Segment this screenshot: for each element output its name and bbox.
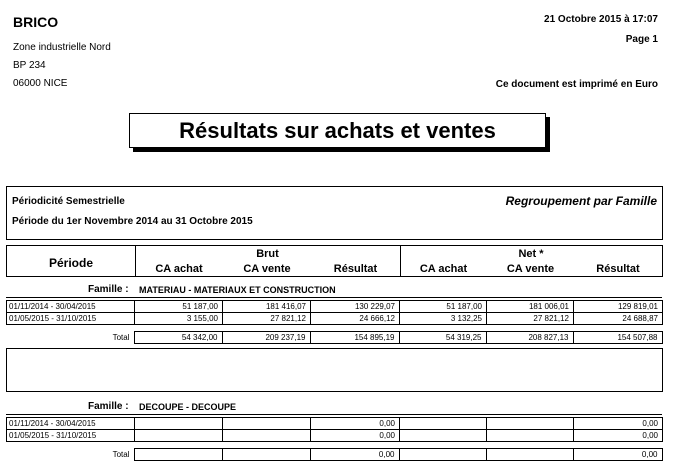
total-value: [134, 449, 222, 461]
table-row: [7, 301, 663, 313]
header-net: Net *: [518, 248, 544, 260]
company-name: BRICO: [13, 14, 59, 30]
header-ca-vente-net: CA vente: [506, 263, 555, 275]
total-value: 54 342,00: [134, 332, 222, 344]
cell-value: 24 688,87: [574, 313, 663, 325]
total-value: 0,00: [573, 449, 662, 461]
cell-value: 181 006,01: [487, 301, 574, 313]
total-value: 208 827,13: [486, 332, 573, 344]
famille-name: DECOUPE - DECOUPE: [139, 402, 237, 412]
cell-value: 3 132,25: [400, 313, 487, 325]
cell-value: 27 821,12: [487, 313, 574, 325]
total-label: Total: [6, 332, 134, 344]
cell-value: 3 155,00: [135, 313, 223, 325]
table-row: [7, 430, 663, 442]
cell-value: 181 416,07: [223, 301, 311, 313]
table-header: [6, 245, 663, 277]
header-brut: Brut: [256, 248, 279, 260]
cell-periode: 01/11/2014 - 30/04/2015: [7, 418, 135, 430]
address-line-2: BP 234: [13, 60, 46, 71]
total-value: [486, 449, 573, 461]
regroupement-label: Regroupement par Famille: [505, 194, 657, 208]
table-row: [7, 313, 663, 325]
cell-value: 0,00: [311, 418, 400, 430]
header-resultat-net: Résultat: [596, 263, 640, 275]
cell-value: [135, 418, 223, 430]
header-ca-vente-brut: CA vente: [243, 263, 291, 275]
cell-value: 0,00: [311, 430, 400, 442]
section-total-table: [6, 331, 663, 344]
cell-value: [400, 430, 487, 442]
header-resultat-brut: Résultat: [333, 263, 378, 275]
cell-value: 51 187,00: [400, 301, 487, 313]
report-info-box: [6, 186, 663, 240]
total-value: [222, 449, 310, 461]
total-label: Total: [6, 449, 134, 461]
cell-value: 24 666,12: [311, 313, 400, 325]
section-table: [6, 417, 663, 442]
total-value: 0,00: [310, 449, 399, 461]
table-row: [7, 418, 663, 430]
cell-value: [487, 430, 574, 442]
cell-value: [223, 418, 311, 430]
total-value: 154 507,88: [573, 332, 662, 344]
header-ca-achat-brut: CA achat: [155, 263, 203, 275]
cell-value: [135, 430, 223, 442]
cell-value: [400, 418, 487, 430]
cell-value: 0,00: [574, 430, 663, 442]
cell-value: 129 819,01: [574, 301, 663, 313]
total-row: [6, 449, 662, 461]
total-value: 54 319,25: [399, 332, 486, 344]
currency-note: Ce document est imprimé en Euro: [495, 79, 658, 90]
famille-label: Famille :: [88, 284, 129, 295]
cell-value: 51 187,00: [135, 301, 223, 313]
section-spacer: [6, 348, 663, 392]
cell-value: 0,00: [574, 418, 663, 430]
cell-value: 27 821,12: [223, 313, 311, 325]
page-number: Page 1: [625, 34, 658, 45]
cell-value: [487, 418, 574, 430]
total-value: 154 895,19: [310, 332, 399, 344]
periodicite-label: Périodicité Semestrielle: [12, 196, 125, 207]
section-total-table: [6, 448, 663, 461]
total-row: [6, 332, 662, 344]
section-table: [6, 300, 663, 325]
print-date: 21 Octobre 2015 à 17:07: [544, 14, 658, 25]
cell-value: 130 229,07: [311, 301, 400, 313]
cell-periode: 01/05/2015 - 31/10/2015: [7, 430, 135, 442]
periode-range: Période du 1er Novembre 2014 au 31 Octobre 2015: [12, 216, 253, 227]
address-line-3: 06000 NICE: [13, 78, 68, 89]
header-periode: Période: [48, 256, 93, 270]
total-value: 209 237,19: [222, 332, 310, 344]
header-ca-achat-net: CA achat: [419, 263, 468, 275]
cell-value: [223, 430, 311, 442]
famille-name: MATERIAU - MATERIAUX ET CONSTRUCTION: [139, 285, 336, 295]
address-line-1: Zone industrielle Nord: [13, 42, 111, 53]
famille-label: Famille :: [88, 401, 129, 412]
cell-periode: 01/05/2015 - 31/10/2015: [7, 313, 135, 325]
total-value: [399, 449, 486, 461]
report-title: Résultats sur achats et ventes: [129, 113, 546, 148]
cell-periode: 01/11/2014 - 30/04/2015: [7, 301, 135, 313]
